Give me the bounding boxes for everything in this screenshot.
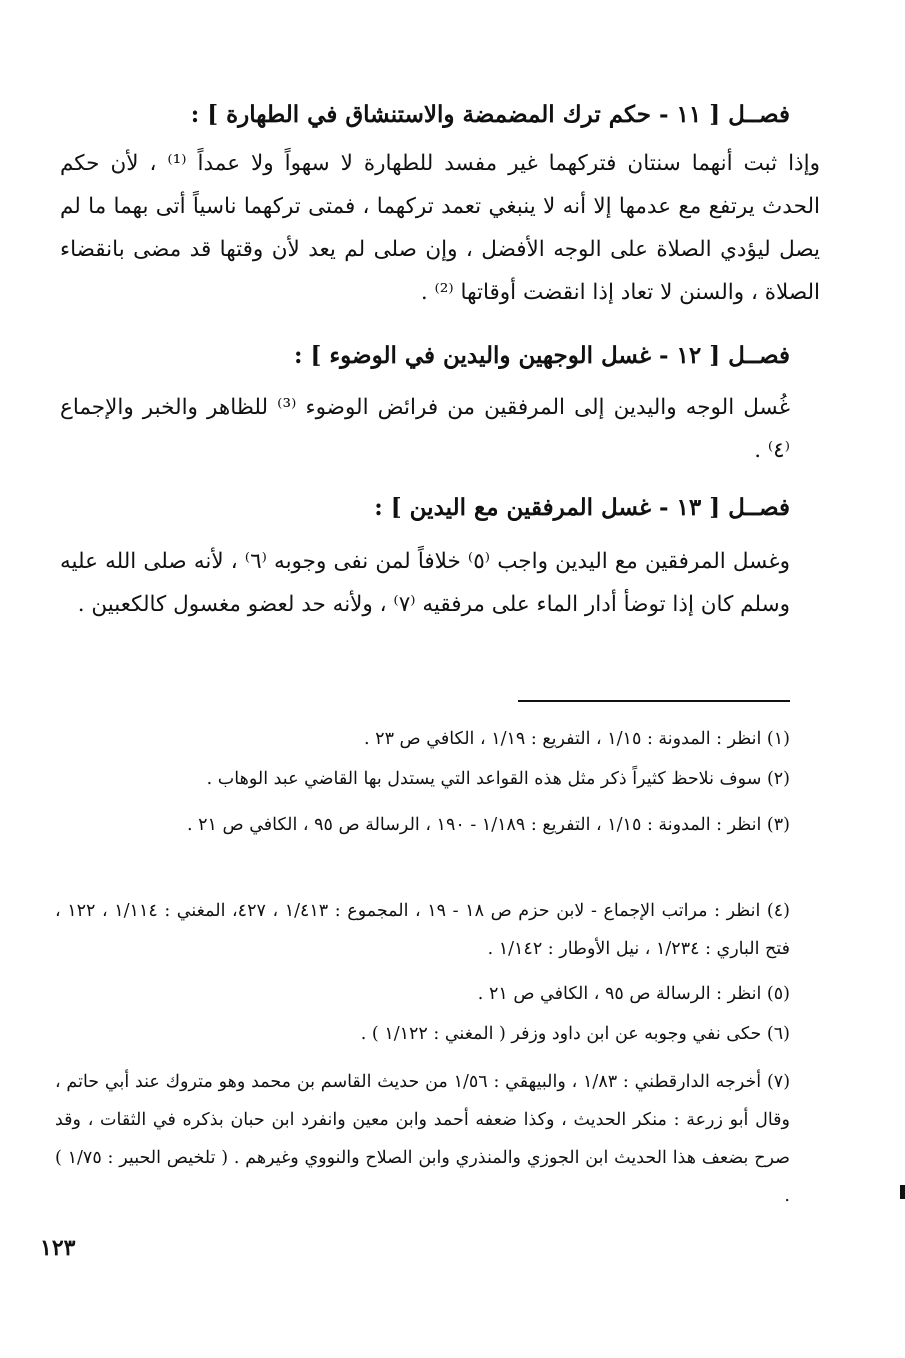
section-13 xyxy=(60,488,790,528)
footnote-1: (١) انظر : المدونة : ١/١٥ ، التفريع : ١/١٩ ، الكافي ص ٢٣ . xyxy=(364,729,790,749)
footnote-6: (٦) حكى نفي وجوبه عن ابن داود وزفر ( المغني : ١/١٢٢ ) . xyxy=(360,1024,790,1044)
page-number: ١٢٣ xyxy=(40,1235,76,1261)
scan-edge-mark xyxy=(900,1185,905,1199)
section-body: وغسل المرفقين مع اليدين واجب ⁽٥⁾ خلافاً لمن نفى وجوبه ⁽٦⁾ ، لأنه صلى الله عليه وسلم كان إذا توضأ أدار الماء على مرفقيه ⁽٧⁾ ، ولأنه حد لعضو مغسول كالكعبين . xyxy=(60,549,790,617)
footnote-7: (٧) أخرجه الدارقطني : ١/٨٣ ، والبيهقي : ١/٥٦ من حديث القاسم بن محمد وهو متروك عند أبي حاتم ، وقال أبو زرعة : منكر الحديث ، وكذا ضعفه أحمد وابن معين وانفرد ابن حبان بذكره في الثقات ، وقد صرح بضعف هذا الحديث ابن الجوزي والمنذري وابن الصلاح والنووي وغيرهم . ( تلخيص الحبير : ١/٧٥ ) . xyxy=(55,1072,791,1206)
footnote-4: (٤) انظر : مراتب الإجماع - لابن حزم ص ١٨ - ١٩ ، المجموع : ١/٤١٣ ، ٤٢٧، المغني : ١/١١٤ ، ١٢٢ ، فتح الباري : ١/٢٣٤ ، نيل الأوطار : ١/١٤٢ . xyxy=(55,901,790,959)
section-heading: فصــل [ ١٢ - غسل الوجهين واليدين في الوضوء ] : xyxy=(293,342,790,369)
footnote-3: (٣) انظر : المدونة : ١/١٥ ، التفريع : ١/١٨٩ - ١٩٠ ، الرسالة ص ٩٥ ، الكافي ص ٢١ . xyxy=(186,815,790,835)
footnote-separator xyxy=(518,700,790,702)
section-heading: فصــل [ ١١ - حكم ترك المضمضة والاستنشاق في الطهارة ] : xyxy=(190,101,790,128)
section-12 xyxy=(60,336,790,376)
section-heading: فصــل [ ١٣ - غسل المرفقين مع اليدين ] : xyxy=(374,494,790,521)
section-body: غُسل الوجه واليدين إلى المرفقين من فرائض الوضوء ⁽³⁾ للظاهر والخبر والإجماع ⁽٤⁾ . xyxy=(60,395,790,463)
footnote-2: (٢) سوف نلاحظ كثيراً ذكر مثل هذه القواعد التي يستدل بها القاضي عبد الوهاب . xyxy=(206,769,790,789)
footnote-5: (٥) انظر : الرسالة ص ٩٥ ، الكافي ص ٢١ . xyxy=(477,984,790,1004)
section-body: وإذا ثبت أنهما سنتان فتركهما غير مفسد للطهارة لا سهواً ولا عمداً ⁽¹⁾ ، لأن حكم الحدث يرتفع مع عدمها إلا أنه لا ينبغي تعمد تركهما ، فمتى تركهما ناسياً أتى بهما ما لم يصل ليؤدي الصلاة على الوجه الأفضل ، وإن صلى لم يعد لأن وقتها قد مضى بانقضاء الصلاة ، والسنن لا تعاد إذا انقضت أوقاتها ⁽²⁾ . xyxy=(60,151,820,305)
section-11 xyxy=(60,95,790,135)
